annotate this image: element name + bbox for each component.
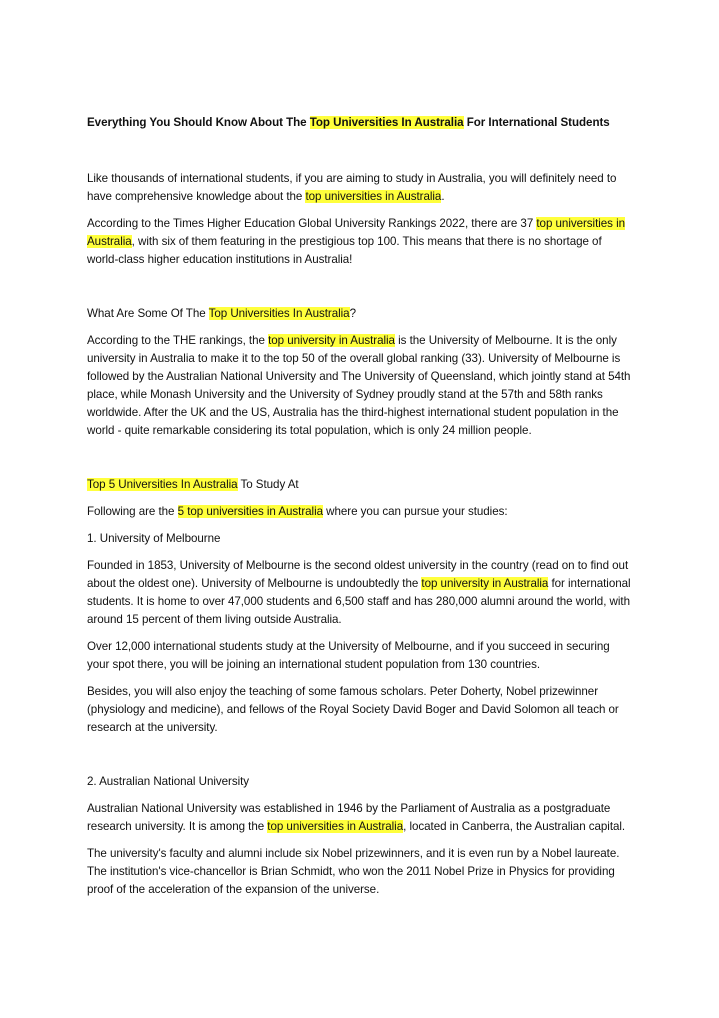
text-run: Following are the bbox=[87, 505, 178, 518]
title-highlight: Top Universities In Australia bbox=[309, 116, 464, 129]
highlighted-phrase: top university in Australia bbox=[421, 577, 549, 590]
text-run: Australian National University was established in 1946 by the Parliament of Australia as a postgraduate research university. It is among the bbox=[87, 802, 611, 833]
text-run: for international students. It is home to over 47,000 students and 6,500 staff and has 280,000 alumni around the world, with around 15 percent of them living outside Australia. bbox=[87, 577, 631, 626]
text-run: Like thousands of international students, if you are aiming to study in Australia, you will definitely need to have comprehensive knowledge about the bbox=[87, 172, 617, 203]
anu-paragraph-2: The university's faculty and alumni include six Nobel prizewinners, and it is even run by a Nobel laureate. The institution's vice-chancellor is Brian Schmidt, who won the 2011 Nobel Prize in Physics for providing proof of the acceleration of the expansion of the universe. bbox=[87, 847, 620, 896]
section1-paragraph bbox=[87, 332, 635, 440]
intro-paragraph-1 bbox=[87, 170, 635, 206]
text-run: , located in Canberra, the Australian capital. bbox=[403, 820, 626, 833]
section-heading-top-universities bbox=[87, 305, 635, 323]
anu-paragraph-1 bbox=[87, 800, 635, 836]
text-run: To Study At bbox=[237, 478, 299, 491]
text-run: According to the Times Higher Education Global University Rankings 2022, there are 37 bbox=[87, 217, 537, 230]
text-run: where you can pursue your studies: bbox=[323, 505, 508, 518]
title-text-after: For International Students bbox=[463, 116, 610, 129]
university-heading-melbourne: 1. University of Melbourne bbox=[87, 532, 221, 545]
highlighted-phrase: top university in Australia bbox=[268, 334, 395, 347]
document-body bbox=[87, 114, 635, 899]
highlighted-phrase: top universities in Australia bbox=[87, 217, 626, 248]
section-heading-top-5 bbox=[87, 476, 635, 494]
text-run: . bbox=[441, 190, 445, 203]
text-run: According to the THE rankings, the bbox=[87, 334, 269, 347]
section2-intro bbox=[87, 503, 635, 521]
highlighted-phrase: 5 top universities in Australia bbox=[177, 505, 324, 518]
melbourne-paragraph-2: Over 12,000 international students study at the University of Melbourne, and if you succeed in securing your spot there, you will be joining an international student population from 130 countries. bbox=[87, 640, 610, 671]
university-heading-anu: 2. Australian National University bbox=[87, 775, 250, 788]
text-run: What Are Some Of The bbox=[87, 307, 209, 320]
highlighted-phrase: top universities in Australia bbox=[267, 820, 404, 833]
text-run: , with six of them featuring in the prestigious top 100. This means that there is no shortage of world-class higher education institutions in Australia! bbox=[87, 235, 602, 266]
document-title bbox=[87, 114, 635, 132]
text-run: is the University of Melbourne. It is the only university in Australia to make it to the top 50 of the overall global ranking (33). University of Melbourne is followed by the Australian National University and The University of Queensland, which jointly stand at 54th place, while Monash University and the University of Sydney proudly stand at the 57th and 58th ranks worldwide. After the UK and the US, Australia has the third-highest international student population in the world - quite remarkable considering its total population, which is only 24 million people. bbox=[87, 334, 631, 437]
text-run: ? bbox=[349, 307, 356, 320]
highlighted-phrase: Top Universities In Australia bbox=[208, 307, 350, 320]
text-run: Founded in 1853, University of Melbourne is the second oldest university in the country (read on to find out about the oldest one). University of Melbourne is undoubtedly the bbox=[87, 559, 629, 590]
melbourne-paragraph-1 bbox=[87, 557, 635, 629]
highlighted-phrase: top universities in Australia bbox=[305, 190, 442, 203]
title-text-before: Everything You Should Know About The bbox=[87, 116, 310, 129]
intro-paragraph-2 bbox=[87, 215, 635, 269]
melbourne-paragraph-3: Besides, you will also enjoy the teaching of some famous scholars. Peter Doherty, Nobel prizewinner (physiology and medicine), and fellows of the Royal Society David Boger and David Solomon all teach or research at the university. bbox=[87, 685, 619, 734]
highlighted-phrase: Top 5 Universities In Australia bbox=[87, 478, 238, 491]
